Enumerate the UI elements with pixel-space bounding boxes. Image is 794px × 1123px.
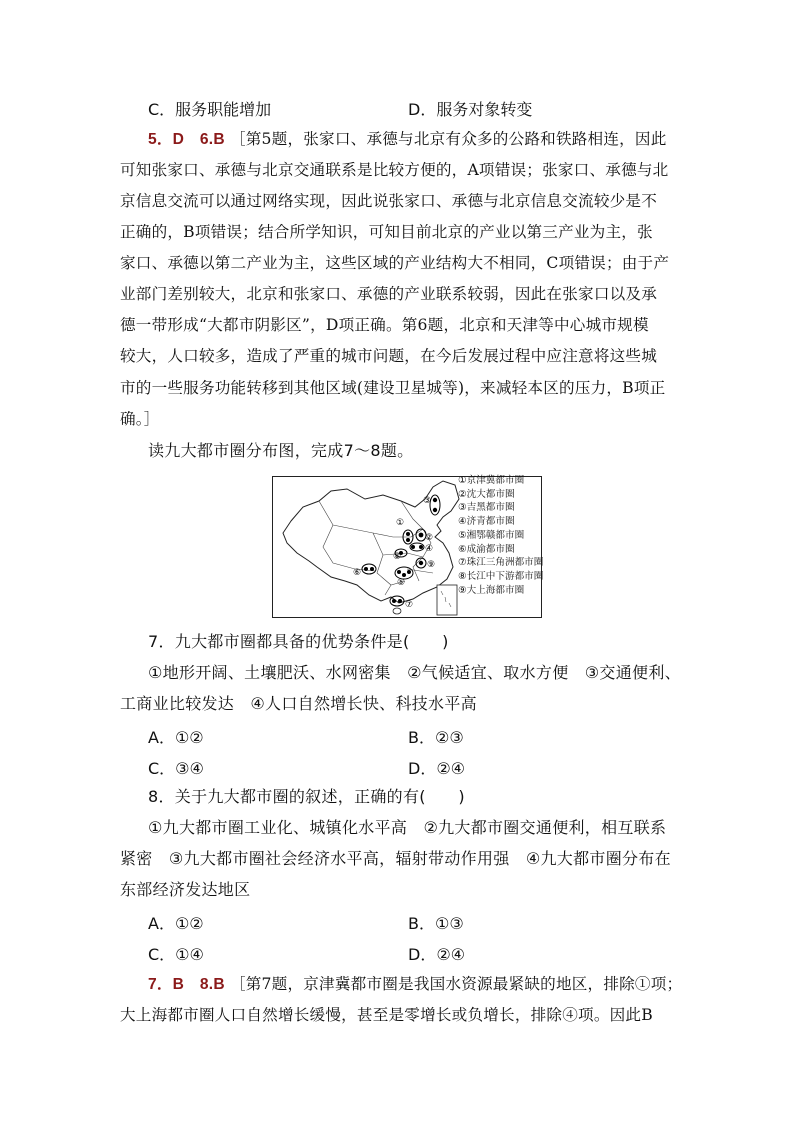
map-label-3: ③ xyxy=(423,496,432,506)
map-label-4: ④ xyxy=(425,544,434,554)
q7-option-b[interactable]: B．②③ xyxy=(408,728,464,747)
legend-item: ⑤湘鄂赣都市圈 xyxy=(458,529,525,541)
map-label-8: ⑧ xyxy=(393,552,402,562)
q8-option-b[interactable]: B．①③ xyxy=(408,914,464,933)
legend-item: ⑨大上海都市圈 xyxy=(458,584,525,596)
answer-line: 大上海都市圈人口自然增长缓慢，甚至是零增长或负增长，排除④项。因此B xyxy=(120,1006,653,1024)
answer-line: ［第5题，张家口、承德与北京有众多的公路和铁路相连，因此 xyxy=(229,130,667,148)
answer-line: 德一带形成“大都市阴影区”，D项正确。第6题，北京和天津等中心城市规模 xyxy=(120,316,649,334)
map-label-2: ② xyxy=(425,533,434,543)
map-label-9: ⑨ xyxy=(427,560,436,570)
answer-line: 市的一些服务功能转移到其他区域(建设卫星城等)，来减轻本区的压力，B项正 xyxy=(120,379,666,397)
answer-line: 业部门差别较大，北京和张家口、承德的产业联系较弱，因此在张家口以及承 xyxy=(120,285,657,303)
question-8-stem: 8．关于九大都市圈的叙述，正确的有( ) xyxy=(148,787,465,806)
legend-item: ④济青都市圈 xyxy=(458,516,515,528)
question-8-line: 紧密 ③九大都市圈社会经济水平高，辐射带动作用强 ④九大都市圈分布在 xyxy=(120,849,671,868)
answer-line: ［第7题，京津冀都市圈是我国水资源最紧缺的地区，排除①项； xyxy=(229,975,683,993)
legend-item: ③吉黑都市圈 xyxy=(458,502,515,514)
south-china-sea-inset xyxy=(437,585,457,615)
intro-text: 读九大都市圈分布图，完成7～8题。 xyxy=(148,441,414,460)
answer-line: 较大，人口较多，造成了严重的城市问题，在今后发展过程中应注意将这些城 xyxy=(120,347,657,365)
q7-option-a[interactable]: A．①② xyxy=(148,728,204,747)
answer-line: 确。］ xyxy=(120,410,160,428)
hainan-island xyxy=(393,608,401,614)
q8-option-a[interactable]: A．①② xyxy=(148,914,204,933)
answer-line: 家口、承德以第二产业为主，这些区域的产业结构大不相同，C项错误；由于产 xyxy=(120,254,670,272)
question-8-line: 东部经济发达地区 xyxy=(120,880,251,899)
q8-option-d[interactable]: D．②④ xyxy=(408,945,466,964)
map-legend xyxy=(458,474,543,597)
option-d-prev: D．服务对象转变 xyxy=(408,100,533,119)
map-label-7: ⑦ xyxy=(405,600,414,610)
map-label-5: ⑤ xyxy=(397,578,406,588)
option-c-prev: C．服务职能增加 xyxy=(148,100,272,119)
map-label-6: ⑥ xyxy=(353,568,362,578)
question-7-stem: 7．九大都市圈都具备的优势条件是( ) xyxy=(148,632,449,651)
legend-item: ⑥成渝都市圈 xyxy=(458,543,515,555)
q7-option-d[interactable]: D．②④ xyxy=(408,759,466,778)
legend-item: ①京津冀都市圈 xyxy=(458,475,525,486)
q7-option-c[interactable]: C．③④ xyxy=(148,759,204,778)
question-8-line: ①九大都市圈工业化、城镇化水平高 ②九大都市圈交通便利，相互联系 xyxy=(148,818,667,837)
map-label-1: ① xyxy=(396,518,405,528)
legend-item: ②沈大都市圈 xyxy=(458,488,515,500)
answer-key-5-6: 5．D 6.B xyxy=(148,131,225,148)
legend-item: ⑧长江中下游都市圈 xyxy=(458,570,544,582)
answer-line: 正确的，B项错误；结合所学知识，可知目前北京的产业以第三产业为主，张 xyxy=(120,223,653,241)
answer-key-7-8: 7．B 8.B xyxy=(148,976,225,993)
legend-item: ⑦珠江三角洲都市圈 xyxy=(458,557,544,569)
answer-line: 京信息交流可以通过网络实现，因此说张家口、承德与北京信息交流较少是不 xyxy=(120,192,657,210)
answer-7-8 xyxy=(148,974,682,995)
q8-option-c[interactable]: C．①④ xyxy=(148,945,204,964)
question-7-line: 工商业比较发达 ④人口自然增长快、科技水平高 xyxy=(120,694,477,713)
answer-line: 可知张家口、承德与北京交通联系是比较方便的，A项错误；张家口、承德与北 xyxy=(120,161,669,179)
question-7-line: ①地形开阔、土壤肥沃、水网密集 ②气候适宜、取水方便 ③交通便利、 xyxy=(148,663,681,682)
